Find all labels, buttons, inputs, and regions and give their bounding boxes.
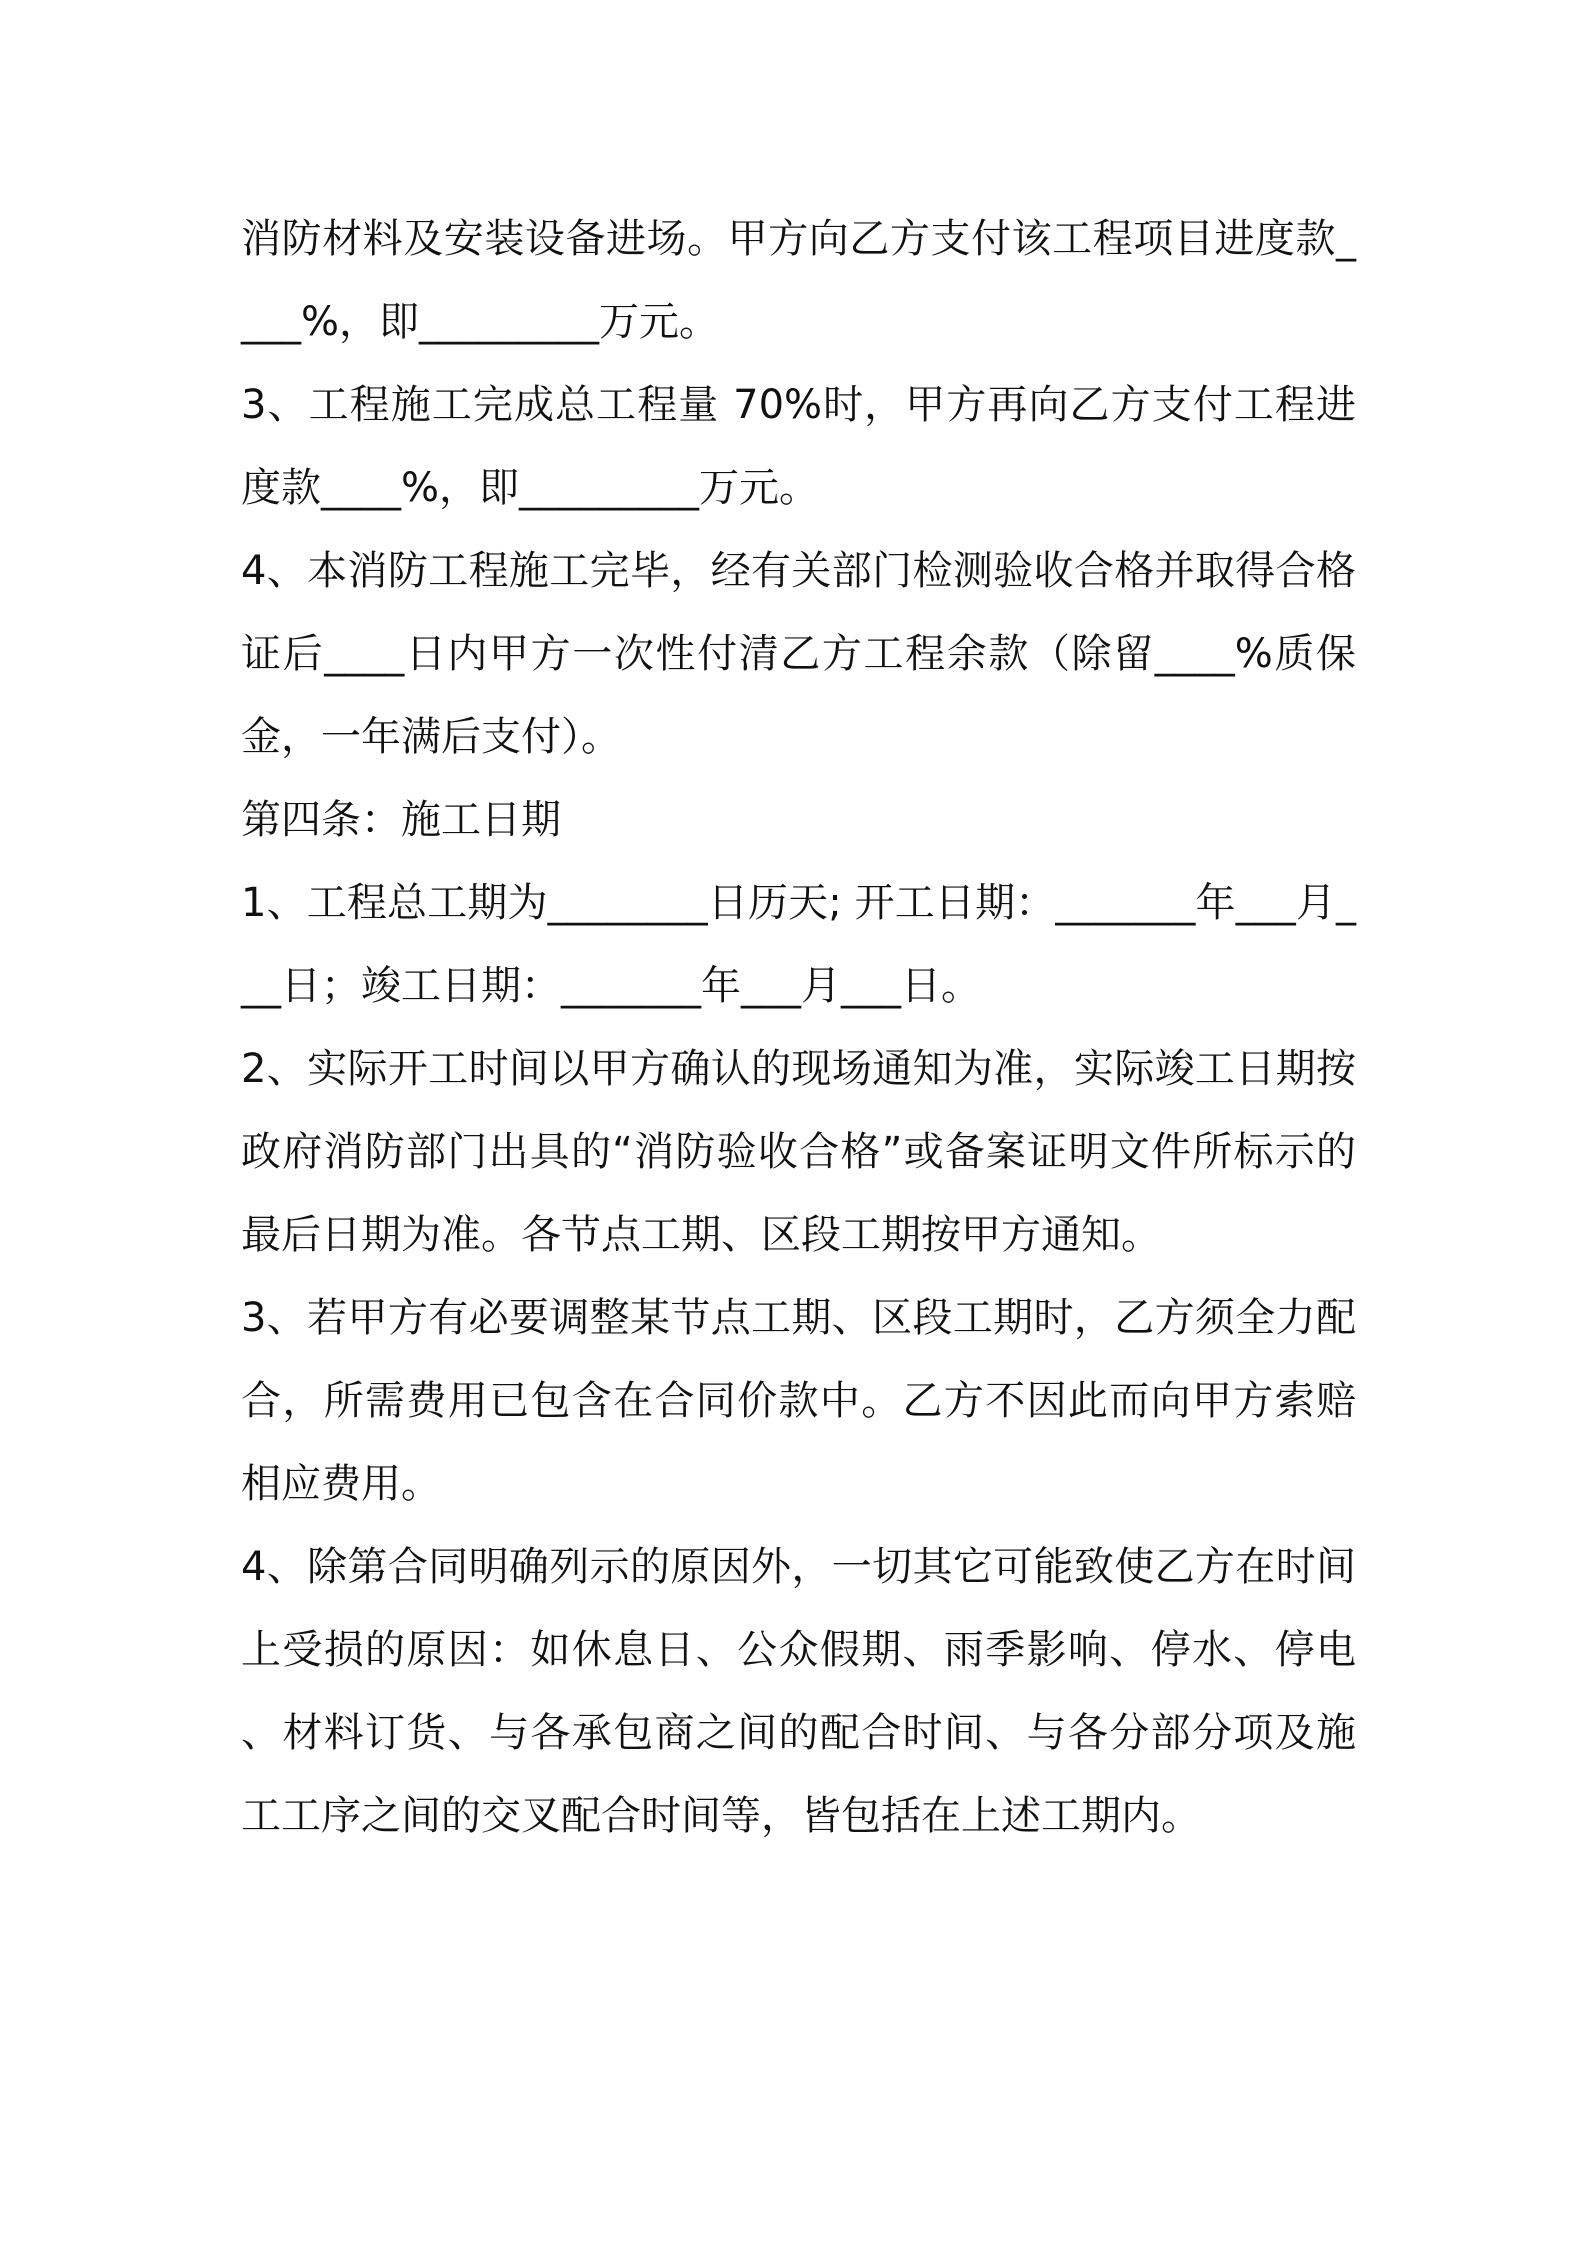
paragraph-payment-clause-4: 4、本消防工程施工完毕，经有关部门检测验收合格并取得合格证后____日内甲方一次性付清乙方工程余款（除留____%质保金，一年满后支付）。 bbox=[241, 548, 1356, 760]
paragraph-payment-clause-3: 3、工程施工完成总工程量 70%时，甲方再向乙方支付工程进度款____%，即_________万元。 bbox=[241, 382, 1356, 511]
document-page bbox=[241, 198, 1356, 1858]
paragraph-schedule-clause-2: 2、实际开工时间以甲方确认的现场通知为准，实际竣工日期按政府消防部门出具的“消防验收合格”或备案证明文件所标示的最后日期为准。各节点工期、区段工期按甲方通知。 bbox=[241, 1046, 1356, 1258]
paragraph-schedule-clause-1: 1、工程总工期为________日历天; 开工日期：_______年___月___日；竣工日期：_______年___月___日。 bbox=[241, 880, 1356, 1009]
paragraph-schedule-clause-4: 4、除第合同明确列示的原因外，一切其它可能致使乙方在时间上受损的原因：如休息日、公众假期、雨季影响、停水、停电、材料订货、与各承包商之间的配合时间、与各分部分项及施工工序之间的交叉配合时间等，皆包括在上述工期内。 bbox=[241, 1544, 1356, 1839]
section-heading-article-4: 第四条：施工日期 bbox=[241, 797, 561, 843]
paragraph-progress-payment-continued: 消防材料及安装设备进场。甲方向乙方支付该工程项目进度款____%，即_________万元。 bbox=[241, 216, 1356, 345]
paragraph-schedule-clause-3: 3、若甲方有必要调整某节点工期、区段工期时，乙方须全力配合，所需费用已包含在合同价款中。乙方不因此而向甲方索赔相应费用。 bbox=[241, 1295, 1356, 1507]
